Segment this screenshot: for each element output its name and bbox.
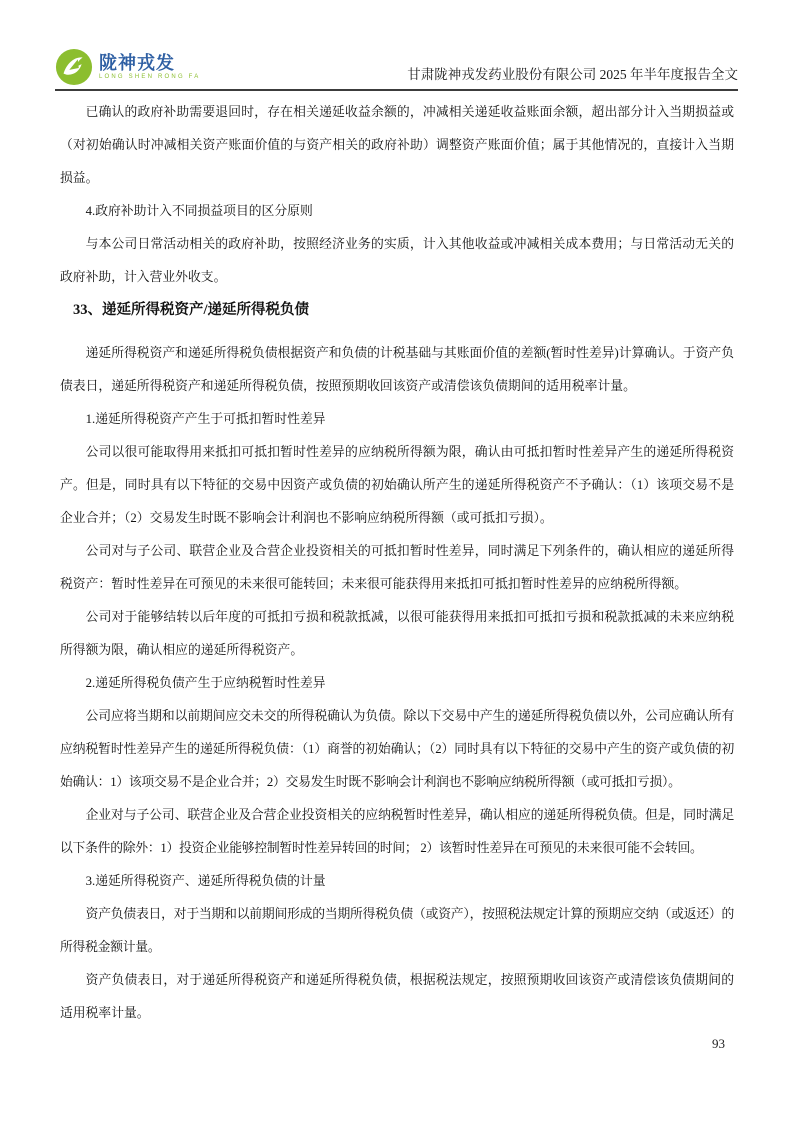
page-number: 93 (712, 1036, 725, 1051)
paragraph: 1.递延所得税资产产生于可抵扣暂时性差异 (85, 412, 326, 426)
logo-en-text: LONG SHEN RONG FA (99, 73, 201, 80)
section-heading: 33、递延所得税资产/递延所得税负债 (73, 302, 310, 318)
paragraph: 企业对与子公司、联营企业及合营企业投资相关的应纳税暂时性差异，确认相应的递延所得税负债。但是，同时满足以下条件的除外：1）投资企业能够控制暂时性差异转回的时间； 2）该暂时性差异在可预见的未来很可能不会转回。 (60, 808, 734, 855)
report-title: 甘肃陇神戎发药业股份有限公司 2025 年半年度报告全文 (407, 67, 738, 82)
paragraph: 公司以很可能取得用来抵扣可抵扣暂时性差异的应纳税所得额为限，确认由可抵扣暂时性差异产生的递延所得税资产。但是，同时具有以下特征的交易中因资产或负债的初始确认所产生的递延所得税资产不予确认：（1）该项交易不是企业合并；（2）交易发生时既不影响会计利润也不影响应纳税所得额（或可抵扣亏损）。 (60, 445, 734, 525)
company-logo (55, 48, 200, 86)
paragraph: 公司对与子公司、联营企业及合营企业投资相关的可抵扣暂时性差异，同时满足下列条件的，确认相应的递延所得税资产：暂时性差异在可预见的未来很可能转回；未来很可能获得用来抵扣可抵扣暂时性差异的应纳税所得额。 (60, 544, 734, 591)
paragraph: 4.政府补助计入不同损益项目的区分原则 (85, 204, 313, 218)
logo-text (99, 54, 200, 81)
paragraph: 已确认的政府补助需要退回时，存在相关递延收益余额的，冲减相关递延收益账面余额，超出部分计入当期损益或（对初始确认时冲减相关资产账面价值的与资产相关的政府补助）调整资产账面价值；属于其他情况的，直接计入当期损益。 (60, 105, 734, 185)
paragraph: 2.递延所得税负债产生于应纳税暂时性差异 (85, 676, 326, 690)
report-body (60, 96, 734, 1030)
page-footer (712, 1036, 725, 1052)
paragraph: 公司应将当期和以前期间应交未交的所得税确认为负债。除以下交易中产生的递延所得税负债以外，公司应确认所有应纳税暂时性差异产生的递延所得税负债：（1）商誉的初始确认；（2）同时具有以下特征的交易中产生的资产或负债的初始确认：1）该项交易不是企业合并；2）交易发生时既不影响会计利润也不影响应纳税所得额（或可抵扣亏损）。 (60, 709, 734, 789)
paragraph: 与本公司日常活动相关的政府补助，按照经济业务的实质，计入其他收益或冲减相关成本费用；与日常活动无关的政府补助，计入营业外收支。 (60, 237, 734, 284)
paragraph: 公司对于能够结转以后年度的可抵扣亏损和税款抵减，以很可能获得用来抵扣可抵扣亏损和税款抵减的未来应纳税所得额为限，确认相应的递延所得税资产。 (60, 610, 734, 657)
paragraph: 资产负债表日，对于递延所得税资产和递延所得税负债，根据税法规定，按照预期收回该资产或清偿该负债期间的适用税率计量。 (60, 973, 734, 1020)
logo-cn-text: 陇神戎发 (99, 52, 175, 73)
paragraph: 资产负债表日，对于当期和以前期间形成的当期所得税负债（或资产），按照税法规定计算的预期应交纳（或返还）的所得税金额计量。 (60, 907, 734, 954)
page-header (55, 40, 738, 91)
paragraph: 3.递延所得税资产、递延所得税负债的计量 (85, 874, 326, 888)
paragraph: 递延所得税资产和递延所得税负债根据资产和负债的计税基础与其账面价值的差额(暂时性差异)计算确认。于资产负债表日，递延所得税资产和递延所得税负债，按照预期收回该资产或清偿该负债期间的适用税率计量。 (60, 346, 734, 393)
logo-bird-icon (55, 48, 93, 86)
